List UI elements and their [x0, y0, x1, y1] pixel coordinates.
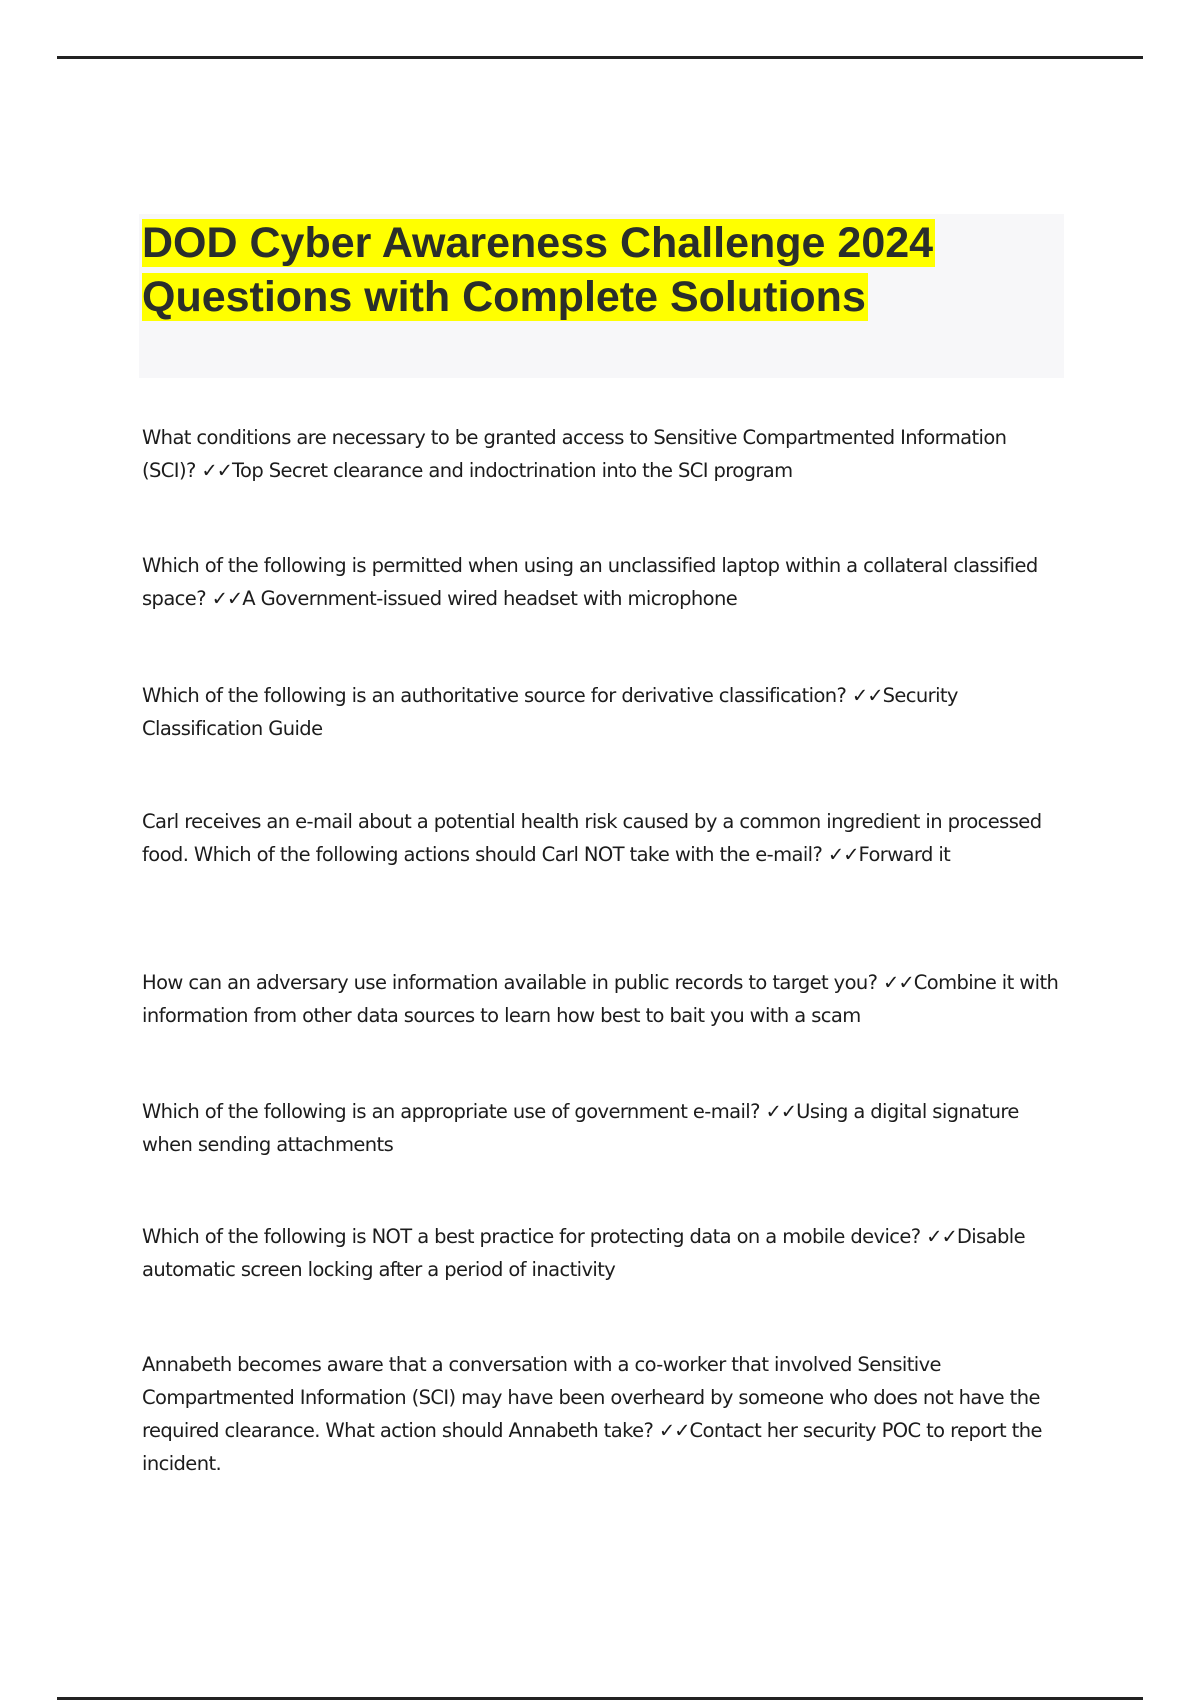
answer-text: Contact her security POC to report the incident. [142, 1419, 1042, 1475]
question-text: What conditions are necessary to be granted access to Sensitive Compartmented Information (SCI)? [142, 426, 1007, 482]
question-text: How can an adversary use information available in public records to target you? [142, 971, 884, 994]
answer-text: Top Secret clearance and indoctrination into the SCI program [232, 459, 793, 482]
answer-text: Using a digital signature when sending attachments [142, 1100, 1019, 1156]
answer-text: Combine it with information from other data sources to learn how best to bait you with a scam [142, 971, 1059, 1027]
qa-item-8 [142, 1348, 1062, 1480]
title-line-2: Questions with Complete Solutions [142, 273, 866, 321]
qa-item-7 [142, 1220, 1062, 1286]
document-title [142, 216, 935, 324]
double-check-icon: ✓✓ [827, 843, 859, 866]
question-text: Which of the following is an authoritative source for derivative classification? [142, 684, 852, 707]
answer-text: Forward it [858, 843, 951, 866]
answer-text: Security Classification Guide [142, 684, 958, 740]
question-text: Which of the following is an appropriate use of government e-mail? [142, 1100, 766, 1123]
answer-text: A Government-issued wired headset with microphone [242, 587, 738, 610]
question-text: Which of the following is NOT a best practice for protecting data on a mobile device? [142, 1225, 927, 1248]
double-check-icon: ✓✓ [883, 971, 914, 994]
qa-item-6 [142, 1095, 1062, 1161]
question-text: Carl receives an e-mail about a potential health risk caused by a common ingredient in processed food. Which of the following actions should Carl NOT take with the e-mail? [142, 810, 1042, 866]
double-check-icon: ✓✓ [926, 1225, 957, 1248]
title-line-1: DOD Cyber Awareness Challenge 2024 [142, 219, 934, 267]
double-check-icon: ✓✓ [658, 1419, 690, 1442]
double-check-icon: ✓✓ [211, 587, 243, 610]
header-rule [57, 56, 1143, 59]
qa-item-1 [142, 421, 1062, 487]
double-check-icon: ✓✓ [851, 684, 883, 707]
qa-item-2 [142, 549, 1062, 615]
qa-item-3 [142, 679, 1062, 745]
answer-text: Disable automatic screen locking after a period of inactivity [142, 1225, 1025, 1281]
qa-item-5 [142, 966, 1062, 1032]
qa-item-4 [142, 805, 1062, 871]
question-text: Annabeth becomes aware that a conversation with a co-worker that involved Sensitive Compartmented Information (SCI) may have been overheard by someone who does not have the required clearance. What action should Annabeth take? [142, 1353, 1040, 1442]
question-text: Which of the following is permitted when using an unclassified laptop within a collateral classified space? [142, 554, 1038, 610]
double-check-icon: ✓✓ [765, 1100, 797, 1123]
double-check-icon: ✓✓ [201, 459, 232, 482]
